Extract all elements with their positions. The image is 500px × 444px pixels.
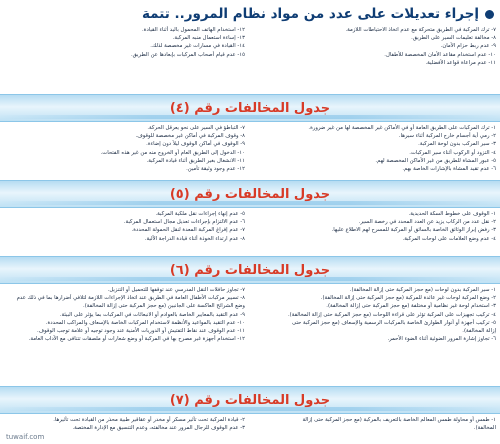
right-column <box>255 124 496 180</box>
list-item: ٥- تركيب أجهزة أو أنوار الطوارئ الخاصة بالمركبات الرسمية والإسعاف (مع حجز المركبة حتى <box>292 319 496 326</box>
list-item: وضع الشرائح العاكسة على الجانبين (مع حجز المركبة حتى إزالة المخالفة). <box>83 303 245 310</box>
section-table-4 <box>4 124 496 180</box>
header-swoosh <box>0 115 500 119</box>
list-item: ٢- نقل عدد من الركاب يزيد عن العدد المحدد في رخصة السير. <box>358 219 496 226</box>
section-header-text: جدول المخالفات رقم (٥) <box>169 186 331 202</box>
left-column <box>4 124 245 180</box>
list-item: ٣- عدم الوقوف للرجال المرور عند مخالفته، وعدم التنسيق مع الإدارة المختصة. <box>72 425 245 432</box>
page-title-text: إجراء تعديلات على عدد من مواد نظام المرور.. تتمة <box>141 6 479 22</box>
list-item: ٨- تسيير مركبات الأطفال العامة في الطريق عند اتخاذ الإجراءات اللازمة لتلافي أضرارها بما في ذلك عدم <box>16 295 245 302</box>
right-column <box>255 286 496 386</box>
list-item: ١٣- إساءة استعمال منبه المركبة. <box>172 35 245 42</box>
section-header-text: جدول المخالفات رقم (٧) <box>169 392 331 408</box>
list-item: ٧- تجاوز حافلات النقل المدرسي عند توقفها للتحميل أو التنزيل. <box>107 287 245 293</box>
section-header-text: جدول المخالفات رقم (٦) <box>169 262 331 278</box>
list-item: إزالة المخالفة). <box>462 328 496 335</box>
list-item: ٥- عدم إنهاء إجراءات نقل ملكية المركبة. <box>155 211 245 217</box>
list-item: ٩- عدم ربط حزام الأمان. <box>440 43 496 50</box>
watermark: tuwaif.com <box>6 433 45 441</box>
list-item: ١- ترك المركبات على الطريق العامة أو في الأماكن غير المخصصة لها من غير ضرورة. <box>308 125 496 131</box>
right-column <box>255 416 496 436</box>
header-swoosh <box>0 407 500 411</box>
section-table-7 <box>4 416 496 436</box>
list-item: ١٥- عدم قيام أصحاب المركبات بإبعادها عن الطريق. <box>130 51 245 58</box>
list-item: ٨- وقوف المركبة في أماكن غير مخصصة للوقوف. <box>135 133 245 140</box>
list-item: ١- سير المركبة بدون لوحات (مع حجز المركبة حتى إزالة المخالفة). <box>349 287 496 293</box>
list-item: ٥- عبور المشاة للطريق من غير الأماكن المخصصة لهم. <box>375 157 496 164</box>
section-header-text: جدول المخالفات رقم (٤) <box>169 100 331 116</box>
left-column <box>4 210 245 252</box>
list-item: ١٤- القيادة في مسارات غير مخصصة لذلك. <box>150 43 245 50</box>
list-item: ٧- التباطؤ في السير على نحو يعرقل الحركة. <box>147 125 245 131</box>
list-item: ١١- عدم مراعاة قواعد الأفضلية. <box>425 59 496 66</box>
list-item: المخالفة). <box>473 425 496 432</box>
list-item: ٩- الوقوف في أماكن الوقوف ليلاً دون إضاءة. <box>146 141 245 148</box>
list-item: ٨- عدم ارتداء الخوذة أثناء قيادة الدراجة الآلية. <box>144 235 245 242</box>
list-item: ٦- عدم تقيد المشاة بالإشارات الخاصة بهم. <box>402 166 496 173</box>
list-item: ١١- عدم الوقوف عند نقاط التفتيش أو الدوريات الأمنية عند وجود توجيه أو علامة توجب الوقوف. <box>36 328 245 335</box>
title-bullet-icon <box>485 10 494 19</box>
list-item: ٢- وضع المركبة لوحات غير عائدة للمركبة (مع حجز المركبة حتى إزالة المخالفة). <box>320 295 496 302</box>
list-item: ٩- عدم التقيد بالمعايير الخاصة بالعوادم أو الانبعاثات في المركبات بما يؤثر على البيئة. <box>59 311 245 318</box>
list-item: ٤- التزود أو الركوب أثناء سير المركبات. <box>409 149 496 156</box>
section-header-table-6 <box>0 256 500 284</box>
list-item: ٤- عدم وضع العلامات على لوحات المركبة. <box>402 235 496 242</box>
list-item: ٧- ترك المركبة في الطريق متحركة مع عدم اتخاذ الاحتياطات اللازمة. <box>345 27 496 33</box>
page-title <box>6 3 494 25</box>
section-header-table-5 <box>0 180 500 208</box>
list-item: ٣- سير المركب بدون لوحة المركبة. <box>418 141 496 148</box>
list-item: ١٢- عدم وجود وثيقة تأمين. <box>186 166 245 173</box>
header-swoosh <box>0 277 500 281</box>
list-item: ٨- مخالفة تعليمات السير على الطريق. <box>411 35 496 42</box>
header-swoosh <box>0 201 500 205</box>
section-header-table-7 <box>0 386 500 414</box>
left-column <box>4 286 245 386</box>
list-item: ٧- عدم إفراغ المركبة المعدة لنقل الحمولة المحددة. <box>131 227 245 234</box>
right-column <box>255 210 496 252</box>
section-continuation <box>4 26 496 94</box>
list-item: ١٢- استخدام أجهزة غير مصرح بها في المركبة أو وضع شعارات أو ملصقات تتنافى مع الآداب العامة. <box>28 336 245 343</box>
list-item: ١٠- الدخول إلى الطريق العام أو الخروج منه من غير هذه الفتحات. <box>100 149 245 156</box>
section-table-6 <box>4 286 496 386</box>
list-item: ٣- رفض إبراز الوثائق الخاصة بالسائق أو المركبة للمسرح لهم الاطلاع عليها. <box>331 227 496 234</box>
list-item: ١- طمس أو محاولة طمس المعالم الخاصة بالتعريف بالمركبة (مع حجز المركبة حتى إزالة <box>302 417 496 423</box>
left-column <box>4 26 245 94</box>
list-item: ٢- رمي أية أجسام خارج المركبة أثناء سيرها. <box>398 133 496 140</box>
list-item: ١١- الانشغال بغير الطريق أثناء قيادة المركبة. <box>146 157 245 164</box>
list-item: ١٠- عدم استخدام مقاعد الأمان المخصصة للأطفال. <box>384 51 496 58</box>
list-item: ٣- استخدام لوحة غير نظامية أو مختلفة (مع حجز المركبة حتى إزالة المخالفة). <box>326 303 496 310</box>
list-item: ١- الوقوف على خطوط السكة الحديدية. <box>408 211 496 217</box>
list-item: ٢- قيادة المركبة تحت تأثير مسكر أو مخدر أو عقاقير طبية محذر من القيادة تحت تأثيرها. <box>53 417 245 423</box>
list-item: ١٢- استخدام الهاتف المحمول باليد أثناء القيادة. <box>141 27 245 33</box>
list-item: ٤- تركيب تجهيزات على المركبة تؤثر على قراءة اللوحات (مع حجز المركبة حتى إزالة المخالفة). <box>288 311 496 318</box>
list-item: ١٠- عدم التقيد بالمواعيد والأنظمة لاستخدام المركبات الخاصة بالإسعاف والمراكب المحددة. <box>45 319 245 326</box>
list-item: ٦- عدم الالتزام بإجراءات تعديل مجال استعمال المركبة. <box>123 219 245 226</box>
section-header-table-4 <box>0 94 500 122</box>
right-column <box>255 26 496 94</box>
section-table-5 <box>4 210 496 252</box>
list-item: ٦- تجاوز إشارة المرور الضوئية أثناء الضوء الأحمر. <box>387 336 496 343</box>
